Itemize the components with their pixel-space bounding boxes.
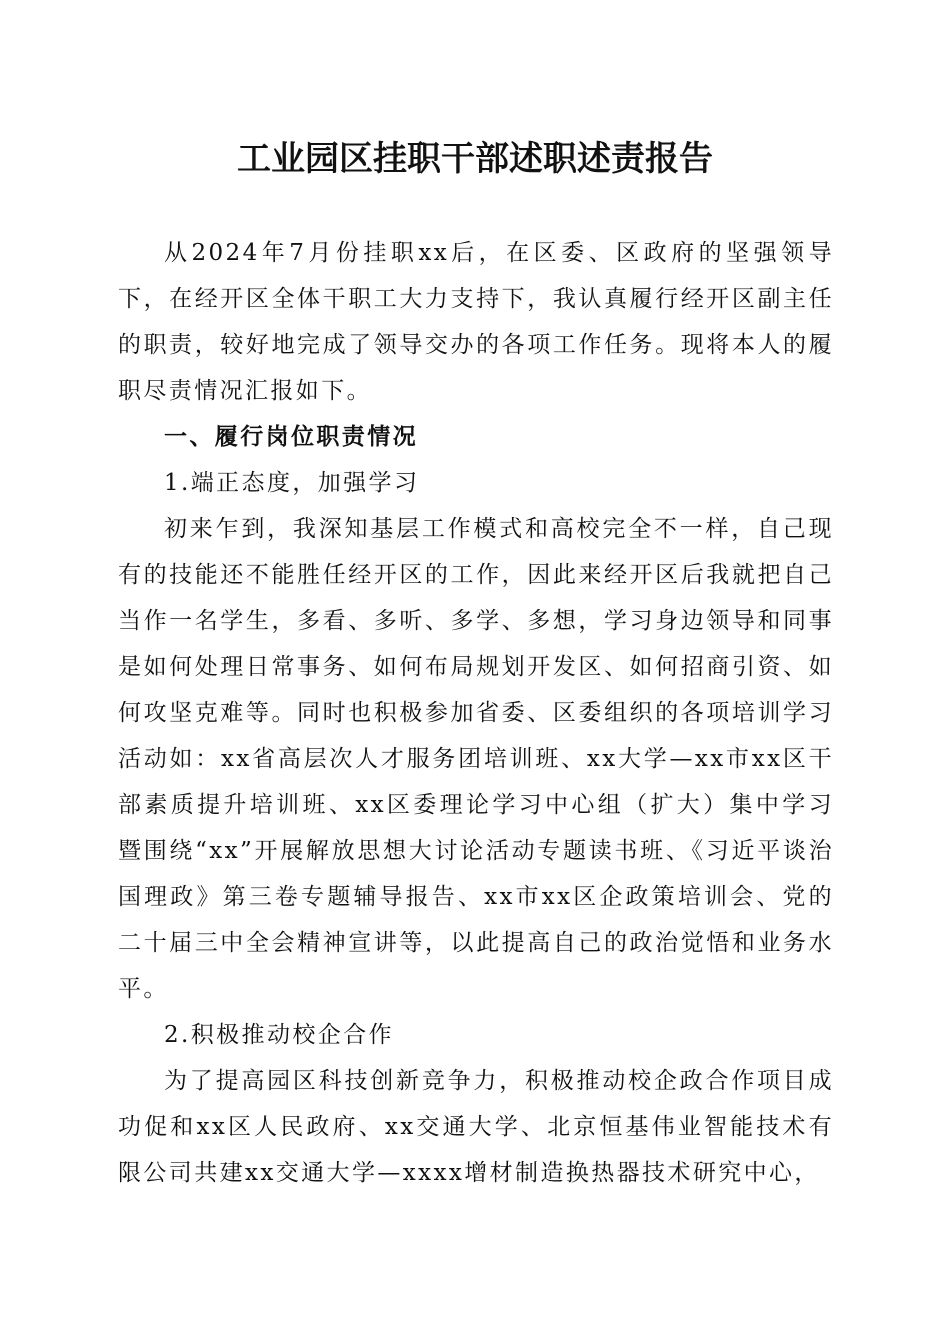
subsection-heading-1: 1.端正态度，加强学习 bbox=[164, 470, 420, 496]
subsection-1-paragraph: 初来乍到，我深知基层工作模式和高校完全不一样，自己现有的技能还不能胜任经开区的工作，因此来经开区后我就把自己当作一名学生，多看、多听、多学、多想，学习身边领导和同事是如何处理日常事务、如何布局规划开发区、如何招商引资、如何攻坚克难等。同时也积极参加省委、区委组织的各项培训学习活动如：xx省高层次人才服务团培训班、xx大学—xx市xx区干部素质提升培训班、xx区委理论学习中心组（扩大）集中学习暨围绕“xx”开展解放思想大讨论活动专题读书班、《习近平谈治国理政》第三卷专题辅导报告、xx市xx区企政策培训会、党的二十届三中全会精神宣讲等，以此提高自己的政治觉悟和业务水平。 bbox=[118, 516, 834, 1002]
document-body bbox=[118, 230, 834, 1196]
document-title: 工业园区挂职干部述职述责报告 bbox=[237, 139, 713, 179]
section-heading-1: 一、履行岗位职责情况 bbox=[164, 424, 418, 450]
subsection-2-paragraph: 为了提高园区科技创新竞争力，积极推动校企政合作项目成功促和xx区人民政府、xx交通大学、北京恒基伟业智能技术有限公司共建xx交通大学—xxxx增材制造换热器技术研究中心， bbox=[118, 1068, 834, 1186]
subsection-heading-2: 2.积极推动校企合作 bbox=[164, 1022, 394, 1048]
intro-paragraph: 从2024年7月份挂职xx后，在区委、区政府的坚强领导下，在经开区全体干职工大力支持下，我认真履行经开区副主任的职责，较好地完成了领导交办的各项工作任务。现将本人的履职尽责情况汇报如下。 bbox=[118, 240, 834, 404]
